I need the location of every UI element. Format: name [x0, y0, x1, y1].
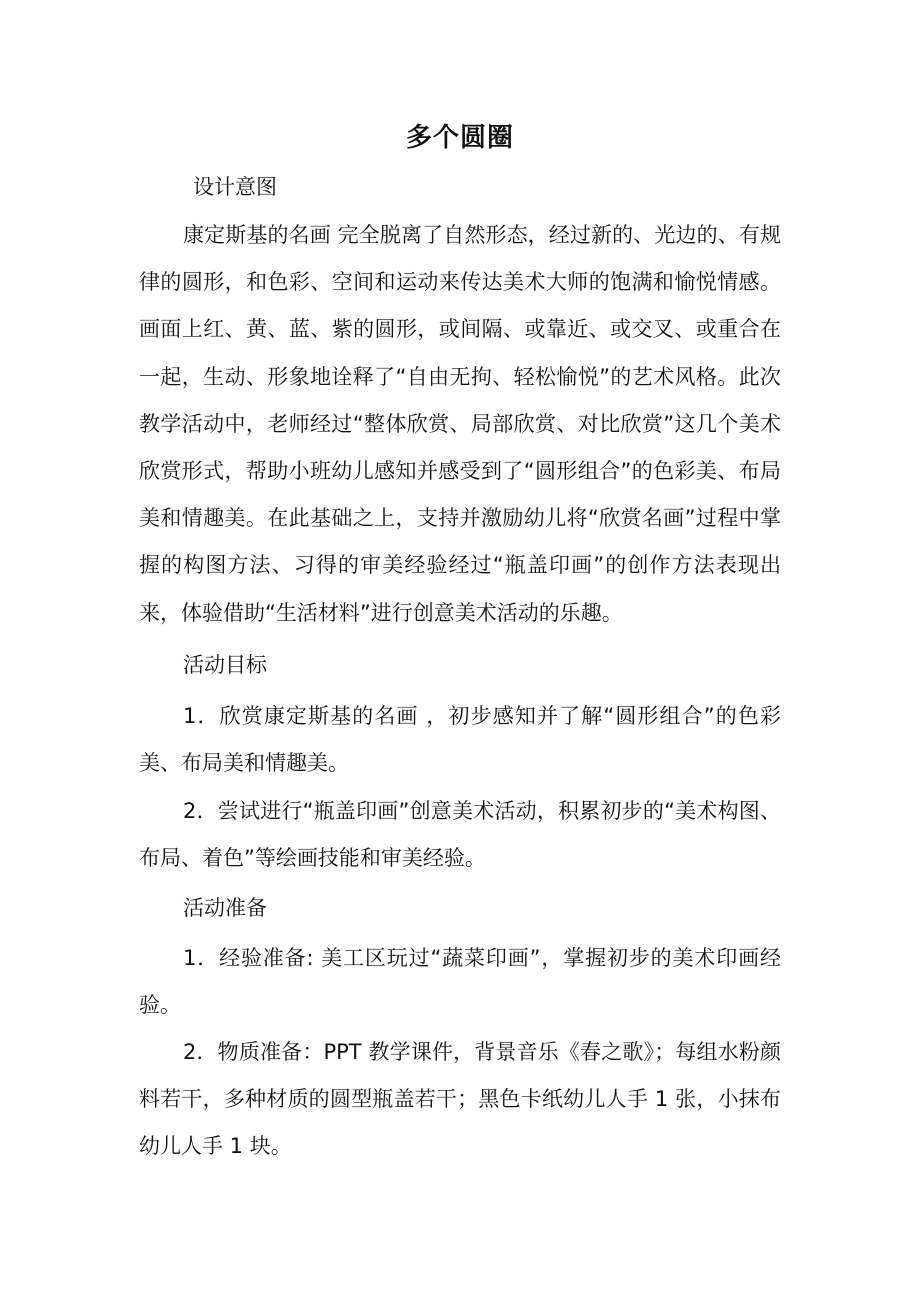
- paragraph-goal-1: 1．欣赏康定斯基的名画 ，初步感知并了解“圆形组合”的色彩美、布局美和情趣美。: [139, 704, 781, 776]
- paragraph-design-intent: 康定斯基的名画 完全脱离了自然形态，经过新的、光边的、有规律的圆形，和色彩、空间和运动来传达美术大师的饱满和愉悦情感。画面上红、黄、蓝、紫的圆形，或间隔、或靠近、或交叉、或重合在一起，生动、形象地诠释了“自由无拘、轻松愉悦”的艺术风格。此次教学活动中，老师经过“整体欣赏、局部欣赏、对比欣赏”这几个美术欣赏形式，帮助小班幼儿感知并感受到了“圆形组合”的色彩美、布局美和情趣美。在此基础之上，支持并激励幼儿将“欣赏名画”过程中掌握的构图方法、习得的审美经验经过“瓶盖印画”的创作方法表现出来，体验借助“生活材料”进行创意美术活动的乐趣。: [139, 223, 781, 625]
- section-heading-activity-goals: 活动目标: [183, 653, 267, 677]
- paragraph-preparation-1: 1．经验准备: 美工区玩过“蔬菜印画”，掌握初步的美术印画经验。: [139, 946, 781, 1018]
- document-title: 多个圆圈: [405, 123, 514, 153]
- paragraph-goal-2: 2．尝试进行“瓶盖印画”创意美术活动，积累初步的“美术构图、布局、着色”等绘画技能和审美经验。: [139, 799, 781, 871]
- section-heading-design-intent: 设计意图: [193, 175, 277, 199]
- paragraph-preparation-2: 2．物质准备：PPT 教学课件，背景音乐《春之歌》；每组水粉颜料若干，多种材质的圆型瓶盖若干；黑色卡纸幼儿人手 1 张，小抹布幼儿人手 1 块。: [139, 1040, 781, 1159]
- section-heading-activity-preparation: 活动准备: [183, 896, 267, 920]
